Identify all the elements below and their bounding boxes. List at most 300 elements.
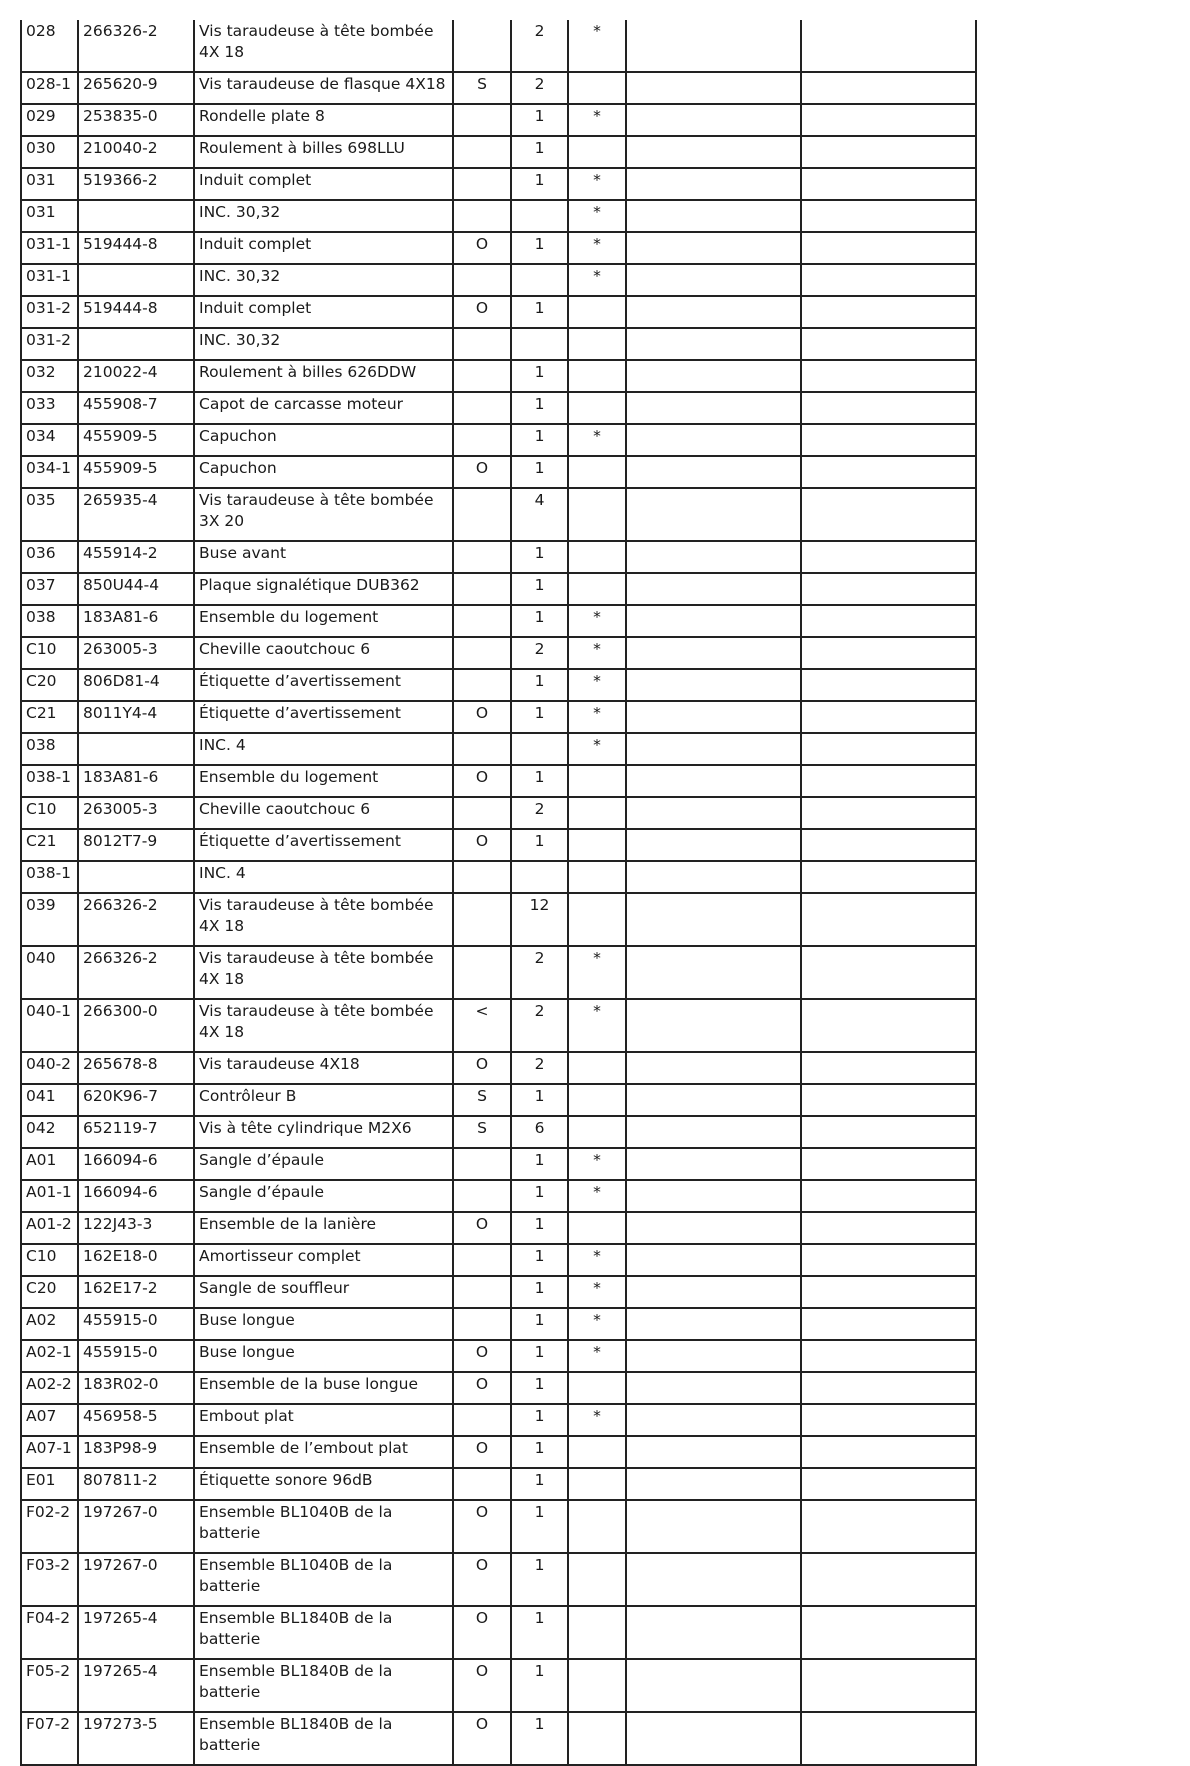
- table-row: [21, 946, 976, 999]
- description-cell: Sangle d’épaule: [194, 1148, 453, 1180]
- marker-cell: *: [568, 999, 626, 1052]
- description-cell: Sangle de souffleur: [194, 1276, 453, 1308]
- marker-cell: [568, 1606, 626, 1659]
- part-code-cell: 265935-4: [78, 488, 194, 541]
- blank-cell-a: [626, 637, 801, 669]
- item-number-cell: A02-1: [21, 1340, 78, 1372]
- quantity-cell: 1: [511, 829, 568, 861]
- blank-cell-b: [801, 1084, 976, 1116]
- flag-cell: [453, 1404, 511, 1436]
- item-number-cell: 031: [21, 168, 78, 200]
- table-row: [21, 1084, 976, 1116]
- description-cell: Étiquette d’avertissement: [194, 701, 453, 733]
- quantity-cell: 1: [511, 1553, 568, 1606]
- quantity-cell: 1: [511, 136, 568, 168]
- quantity-cell: 1: [511, 1712, 568, 1765]
- part-code-cell: 197267-0: [78, 1553, 194, 1606]
- flag-cell: [453, 637, 511, 669]
- quantity-cell: 1: [511, 1244, 568, 1276]
- table-row: [21, 1436, 976, 1468]
- item-number-cell: 031-1: [21, 264, 78, 296]
- quantity-cell: 1: [511, 541, 568, 573]
- table-row: [21, 999, 976, 1052]
- flag-cell: <: [453, 999, 511, 1052]
- quantity-cell: 4: [511, 488, 568, 541]
- marker-cell: [568, 296, 626, 328]
- blank-cell-a: [626, 1212, 801, 1244]
- blank-cell-b: [801, 1116, 976, 1148]
- blank-cell-b: [801, 829, 976, 861]
- marker-cell: [568, 328, 626, 360]
- item-number-cell: C20: [21, 669, 78, 701]
- part-code-cell: [78, 733, 194, 765]
- blank-cell-a: [626, 797, 801, 829]
- description-cell: Ensemble BL1040B de la batterie: [194, 1500, 453, 1553]
- quantity-cell: 12: [511, 893, 568, 946]
- table-row: [21, 701, 976, 733]
- blank-cell-a: [626, 360, 801, 392]
- blank-cell-a: [626, 136, 801, 168]
- quantity-cell: [511, 328, 568, 360]
- table-row: [21, 669, 976, 701]
- flag-cell: S: [453, 72, 511, 104]
- quantity-cell: 1: [511, 1404, 568, 1436]
- blank-cell-a: [626, 1606, 801, 1659]
- description-cell: Cheville caoutchouc 6: [194, 797, 453, 829]
- blank-cell-b: [801, 1712, 976, 1765]
- item-number-cell: 038: [21, 605, 78, 637]
- blank-cell-b: [801, 360, 976, 392]
- quantity-cell: 2: [511, 999, 568, 1052]
- blank-cell-b: [801, 893, 976, 946]
- item-number-cell: A01-2: [21, 1212, 78, 1244]
- description-cell: Roulement à billes 698LLU: [194, 136, 453, 168]
- blank-cell-b: [801, 797, 976, 829]
- description-cell: Ensemble du logement: [194, 765, 453, 797]
- quantity-cell: [511, 861, 568, 893]
- description-cell: Buse avant: [194, 541, 453, 573]
- marker-cell: [568, 541, 626, 573]
- item-number-cell: C20: [21, 1276, 78, 1308]
- blank-cell-b: [801, 104, 976, 136]
- quantity-cell: 1: [511, 392, 568, 424]
- description-cell: Étiquette sonore 96dB: [194, 1468, 453, 1500]
- flag-cell: [453, 1148, 511, 1180]
- description-cell: Vis taraudeuse à tête bombée 3X 20: [194, 488, 453, 541]
- part-code-cell: 620K96-7: [78, 1084, 194, 1116]
- item-number-cell: C10: [21, 797, 78, 829]
- table-row: [21, 264, 976, 296]
- table-row: [21, 1712, 976, 1765]
- item-number-cell: A01: [21, 1148, 78, 1180]
- quantity-cell: 2: [511, 637, 568, 669]
- item-number-cell: 028: [21, 20, 78, 72]
- quantity-cell: 2: [511, 72, 568, 104]
- quantity-cell: 1: [511, 360, 568, 392]
- marker-cell: *: [568, 1148, 626, 1180]
- flag-cell: S: [453, 1116, 511, 1148]
- quantity-cell: 2: [511, 797, 568, 829]
- marker-cell: *: [568, 1404, 626, 1436]
- marker-cell: *: [568, 1308, 626, 1340]
- blank-cell-a: [626, 1148, 801, 1180]
- blank-cell-b: [801, 232, 976, 264]
- part-code-cell: 183P98-9: [78, 1436, 194, 1468]
- item-number-cell: 038-1: [21, 765, 78, 797]
- marker-cell: *: [568, 168, 626, 200]
- blank-cell-b: [801, 328, 976, 360]
- marker-cell: [568, 1436, 626, 1468]
- flag-cell: [453, 797, 511, 829]
- blank-cell-a: [626, 605, 801, 637]
- blank-cell-b: [801, 456, 976, 488]
- marker-cell: [568, 1553, 626, 1606]
- blank-cell-a: [626, 456, 801, 488]
- quantity-cell: 1: [511, 296, 568, 328]
- marker-cell: *: [568, 946, 626, 999]
- blank-cell-a: [626, 1052, 801, 1084]
- table-row: [21, 733, 976, 765]
- marker-cell: [568, 392, 626, 424]
- item-number-cell: C10: [21, 637, 78, 669]
- table-row: [21, 1180, 976, 1212]
- table-row: [21, 104, 976, 136]
- flag-cell: [453, 1276, 511, 1308]
- table-row: [21, 456, 976, 488]
- flag-cell: O: [453, 296, 511, 328]
- part-code-cell: 197265-4: [78, 1606, 194, 1659]
- table-row: [21, 573, 976, 605]
- description-cell: Vis taraudeuse à tête bombée 4X 18: [194, 893, 453, 946]
- description-cell: Plaque signalétique DUB362: [194, 573, 453, 605]
- table-row: [21, 637, 976, 669]
- item-number-cell: 033: [21, 392, 78, 424]
- blank-cell-b: [801, 669, 976, 701]
- quantity-cell: [511, 200, 568, 232]
- parts-table: [20, 20, 977, 1766]
- blank-cell-b: [801, 946, 976, 999]
- table-row: [21, 1606, 976, 1659]
- table-row: [21, 1340, 976, 1372]
- table-row: [21, 1372, 976, 1404]
- description-cell: Induit complet: [194, 168, 453, 200]
- marker-cell: [568, 1116, 626, 1148]
- flag-cell: [453, 264, 511, 296]
- flag-cell: O: [453, 1712, 511, 1765]
- item-number-cell: 031-2: [21, 296, 78, 328]
- part-code-cell: 265620-9: [78, 72, 194, 104]
- marker-cell: [568, 1212, 626, 1244]
- part-code-cell: [78, 861, 194, 893]
- item-number-cell: 038: [21, 733, 78, 765]
- description-cell: Ensemble BL1040B de la batterie: [194, 1553, 453, 1606]
- description-cell: Étiquette d’avertissement: [194, 669, 453, 701]
- part-code-cell: 210022-4: [78, 360, 194, 392]
- flag-cell: [453, 541, 511, 573]
- table-row: [21, 1468, 976, 1500]
- part-code-cell: 197273-5: [78, 1712, 194, 1765]
- flag-cell: O: [453, 765, 511, 797]
- table-row: [21, 424, 976, 456]
- blank-cell-b: [801, 573, 976, 605]
- quantity-cell: 1: [511, 424, 568, 456]
- blank-cell-b: [801, 765, 976, 797]
- quantity-cell: [511, 733, 568, 765]
- part-code-cell: 183R02-0: [78, 1372, 194, 1404]
- item-number-cell: 036: [21, 541, 78, 573]
- blank-cell-b: [801, 1212, 976, 1244]
- description-cell: Induit complet: [194, 296, 453, 328]
- part-code-cell: 266326-2: [78, 20, 194, 72]
- table-row: [21, 200, 976, 232]
- blank-cell-b: [801, 1606, 976, 1659]
- flag-cell: O: [453, 1606, 511, 1659]
- flag-cell: [453, 861, 511, 893]
- quantity-cell: 1: [511, 1308, 568, 1340]
- description-cell: INC. 30,32: [194, 328, 453, 360]
- part-code-cell: 266300-0: [78, 999, 194, 1052]
- marker-cell: [568, 72, 626, 104]
- flag-cell: O: [453, 1659, 511, 1712]
- blank-cell-a: [626, 424, 801, 456]
- blank-cell-a: [626, 1404, 801, 1436]
- item-number-cell: 042: [21, 1116, 78, 1148]
- item-number-cell: 030: [21, 136, 78, 168]
- quantity-cell: 1: [511, 1500, 568, 1553]
- quantity-cell: 1: [511, 701, 568, 733]
- part-code-cell: 850U44-4: [78, 573, 194, 605]
- flag-cell: [453, 136, 511, 168]
- blank-cell-a: [626, 1553, 801, 1606]
- flag-cell: [453, 946, 511, 999]
- table-row: [21, 136, 976, 168]
- description-cell: Rondelle plate 8: [194, 104, 453, 136]
- blank-cell-b: [801, 605, 976, 637]
- item-number-cell: F03-2: [21, 1553, 78, 1606]
- description-cell: Contrôleur B: [194, 1084, 453, 1116]
- blank-cell-a: [626, 573, 801, 605]
- part-code-cell: 806D81-4: [78, 669, 194, 701]
- table-row: [21, 1404, 976, 1436]
- part-code-cell: 8012T7-9: [78, 829, 194, 861]
- item-number-cell: F04-2: [21, 1606, 78, 1659]
- flag-cell: [453, 328, 511, 360]
- blank-cell-b: [801, 1404, 976, 1436]
- flag-cell: O: [453, 1052, 511, 1084]
- quantity-cell: 1: [511, 1180, 568, 1212]
- marker-cell: [568, 488, 626, 541]
- description-cell: Capot de carcasse moteur: [194, 392, 453, 424]
- blank-cell-b: [801, 1372, 976, 1404]
- quantity-cell: 1: [511, 456, 568, 488]
- flag-cell: O: [453, 1500, 511, 1553]
- part-code-cell: 122J43-3: [78, 1212, 194, 1244]
- flag-cell: O: [453, 1372, 511, 1404]
- marker-cell: *: [568, 200, 626, 232]
- marker-cell: [568, 1468, 626, 1500]
- description-cell: INC. 4: [194, 733, 453, 765]
- quantity-cell: 1: [511, 1606, 568, 1659]
- table-row: [21, 861, 976, 893]
- item-number-cell: C10: [21, 1244, 78, 1276]
- table-row: [21, 765, 976, 797]
- marker-cell: [568, 360, 626, 392]
- part-code-cell: 266326-2: [78, 946, 194, 999]
- quantity-cell: 1: [511, 232, 568, 264]
- blank-cell-a: [626, 488, 801, 541]
- part-code-cell: 652119-7: [78, 1116, 194, 1148]
- flag-cell: [453, 605, 511, 637]
- quantity-cell: 2: [511, 946, 568, 999]
- table-row: [21, 20, 976, 72]
- table-row: [21, 541, 976, 573]
- description-cell: Amortisseur complet: [194, 1244, 453, 1276]
- description-cell: Sangle d’épaule: [194, 1180, 453, 1212]
- quantity-cell: 2: [511, 20, 568, 72]
- blank-cell-b: [801, 733, 976, 765]
- blank-cell-a: [626, 20, 801, 72]
- flag-cell: O: [453, 1553, 511, 1606]
- description-cell: Ensemble du logement: [194, 605, 453, 637]
- quantity-cell: 1: [511, 1340, 568, 1372]
- marker-cell: *: [568, 733, 626, 765]
- blank-cell-a: [626, 72, 801, 104]
- marker-cell: [568, 1500, 626, 1553]
- marker-cell: [568, 893, 626, 946]
- marker-cell: *: [568, 20, 626, 72]
- description-cell: Ensemble BL1840B de la batterie: [194, 1712, 453, 1765]
- blank-cell-a: [626, 669, 801, 701]
- item-number-cell: C21: [21, 701, 78, 733]
- blank-cell-a: [626, 1244, 801, 1276]
- flag-cell: [453, 573, 511, 605]
- part-code-cell: 210040-2: [78, 136, 194, 168]
- description-cell: INC. 4: [194, 861, 453, 893]
- blank-cell-a: [626, 1180, 801, 1212]
- description-cell: Étiquette d’avertissement: [194, 829, 453, 861]
- description-cell: Ensemble BL1840B de la batterie: [194, 1659, 453, 1712]
- blank-cell-b: [801, 168, 976, 200]
- part-code-cell: 519444-8: [78, 296, 194, 328]
- table-row: [21, 1116, 976, 1148]
- flag-cell: [453, 360, 511, 392]
- part-code-cell: 162E18-0: [78, 1244, 194, 1276]
- description-cell: Ensemble de la buse longue: [194, 1372, 453, 1404]
- description-cell: INC. 30,32: [194, 264, 453, 296]
- blank-cell-b: [801, 1340, 976, 1372]
- part-code-cell: 266326-2: [78, 893, 194, 946]
- blank-cell-a: [626, 232, 801, 264]
- blank-cell-a: [626, 296, 801, 328]
- marker-cell: *: [568, 701, 626, 733]
- quantity-cell: 1: [511, 573, 568, 605]
- part-code-cell: 455909-5: [78, 456, 194, 488]
- description-cell: Vis taraudeuse de flasque 4X18: [194, 72, 453, 104]
- table-row: [21, 328, 976, 360]
- flag-cell: [453, 1244, 511, 1276]
- marker-cell: *: [568, 104, 626, 136]
- table-row: [21, 360, 976, 392]
- blank-cell-b: [801, 1244, 976, 1276]
- description-cell: Ensemble de la lanière: [194, 1212, 453, 1244]
- part-code-cell: 455909-5: [78, 424, 194, 456]
- quantity-cell: 1: [511, 1212, 568, 1244]
- blank-cell-a: [626, 861, 801, 893]
- flag-cell: O: [453, 701, 511, 733]
- blank-cell-b: [801, 1180, 976, 1212]
- marker-cell: [568, 1084, 626, 1116]
- part-code-cell: 263005-3: [78, 637, 194, 669]
- marker-cell: *: [568, 605, 626, 637]
- flag-cell: [453, 424, 511, 456]
- blank-cell-b: [801, 1436, 976, 1468]
- blank-cell-a: [626, 1500, 801, 1553]
- part-code-cell: 455915-0: [78, 1340, 194, 1372]
- item-number-cell: 034: [21, 424, 78, 456]
- table-row: [21, 1659, 976, 1712]
- item-number-cell: 040-2: [21, 1052, 78, 1084]
- blank-cell-a: [626, 1340, 801, 1372]
- description-cell: Capuchon: [194, 456, 453, 488]
- item-number-cell: 031-2: [21, 328, 78, 360]
- flag-cell: [453, 733, 511, 765]
- marker-cell: [568, 765, 626, 797]
- table-row: [21, 296, 976, 328]
- marker-cell: *: [568, 637, 626, 669]
- description-cell: INC. 30,32: [194, 200, 453, 232]
- marker-cell: [568, 797, 626, 829]
- part-code-cell: 807811-2: [78, 1468, 194, 1500]
- quantity-cell: 1: [511, 168, 568, 200]
- description-cell: Roulement à billes 626DDW: [194, 360, 453, 392]
- table-row: [21, 797, 976, 829]
- blank-cell-a: [626, 1468, 801, 1500]
- item-number-cell: F05-2: [21, 1659, 78, 1712]
- blank-cell-b: [801, 1308, 976, 1340]
- marker-cell: [568, 1052, 626, 1084]
- item-number-cell: A02: [21, 1308, 78, 1340]
- blank-cell-a: [626, 946, 801, 999]
- blank-cell-a: [626, 1308, 801, 1340]
- part-code-cell: 8011Y4-4: [78, 701, 194, 733]
- flag-cell: [453, 1468, 511, 1500]
- blank-cell-b: [801, 1659, 976, 1712]
- blank-cell-b: [801, 701, 976, 733]
- description-cell: Vis taraudeuse à tête bombée 4X 18: [194, 946, 453, 999]
- table-row: [21, 1148, 976, 1180]
- marker-cell: [568, 1659, 626, 1712]
- part-code-cell: 265678-8: [78, 1052, 194, 1084]
- part-code-cell: 253835-0: [78, 104, 194, 136]
- part-code-cell: 263005-3: [78, 797, 194, 829]
- blank-cell-a: [626, 541, 801, 573]
- flag-cell: [453, 200, 511, 232]
- blank-cell-a: [626, 104, 801, 136]
- blank-cell-a: [626, 999, 801, 1052]
- table-row: [21, 232, 976, 264]
- flag-cell: [453, 669, 511, 701]
- blank-cell-b: [801, 392, 976, 424]
- item-number-cell: 041: [21, 1084, 78, 1116]
- flag-cell: [453, 893, 511, 946]
- item-number-cell: A07-1: [21, 1436, 78, 1468]
- item-number-cell: 034-1: [21, 456, 78, 488]
- blank-cell-b: [801, 296, 976, 328]
- item-number-cell: F02-2: [21, 1500, 78, 1553]
- marker-cell: [568, 573, 626, 605]
- flag-cell: S: [453, 1084, 511, 1116]
- blank-cell-a: [626, 733, 801, 765]
